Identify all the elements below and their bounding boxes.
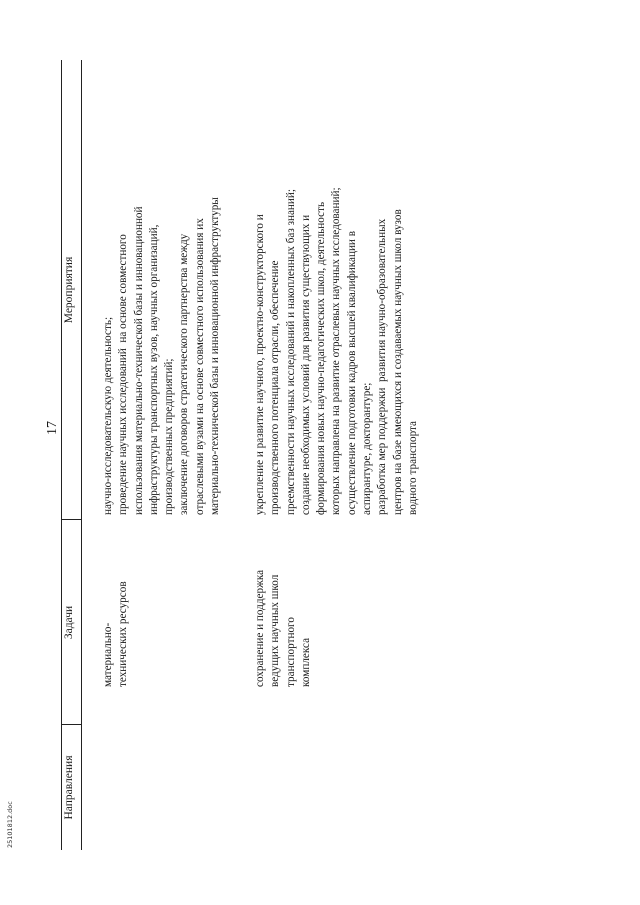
row-2-measures: укрепление и развитие научного, проектно-конструкторского и производственного потенциала отрасли, обеспечение преемственности научных исследований и накопленных баз знаний; создание необходимых условий для развития существующих и формирования новых научно-педагогических школ, деятельность которых направлена на развитие отраслевых научных исследований; осуществление подготовки кадров высшей квалификации в аспирантуре, докторантуре; разработка мер поддержки развития научно-образовательных центров на базе имеющихся и создаваемых научных школ вузов водного транспорта (254, 187, 419, 515)
row-1-task: материально- технических ресурсов (102, 581, 130, 687)
header-bottom-border (81, 60, 82, 850)
row-2-task: сохранение и поддержка ведущих научных школ транспортного комплекса (254, 569, 312, 687)
page-number: 17 (45, 421, 60, 435)
table-top-border (61, 60, 62, 850)
header-tasks: Задачи (63, 605, 75, 640)
document-page (45, 55, 419, 855)
row-1-measures: научно-исследовательскую деятельность; проведение научных исследований на основе совместного использования материально-технической базы и инновационной инфраструктуры транспортных вузов, научных организаций, производственных предприятий; заключение договоров стратегического партнерства между отраслевыми вузами на основе совместного использования их материально-технической базы и инновационной инфраструктуры (102, 197, 222, 515)
header-directions: Направления (63, 755, 75, 820)
document-filename: 25101812.doc (6, 801, 14, 848)
header-measures: Мероприятия (63, 256, 75, 324)
